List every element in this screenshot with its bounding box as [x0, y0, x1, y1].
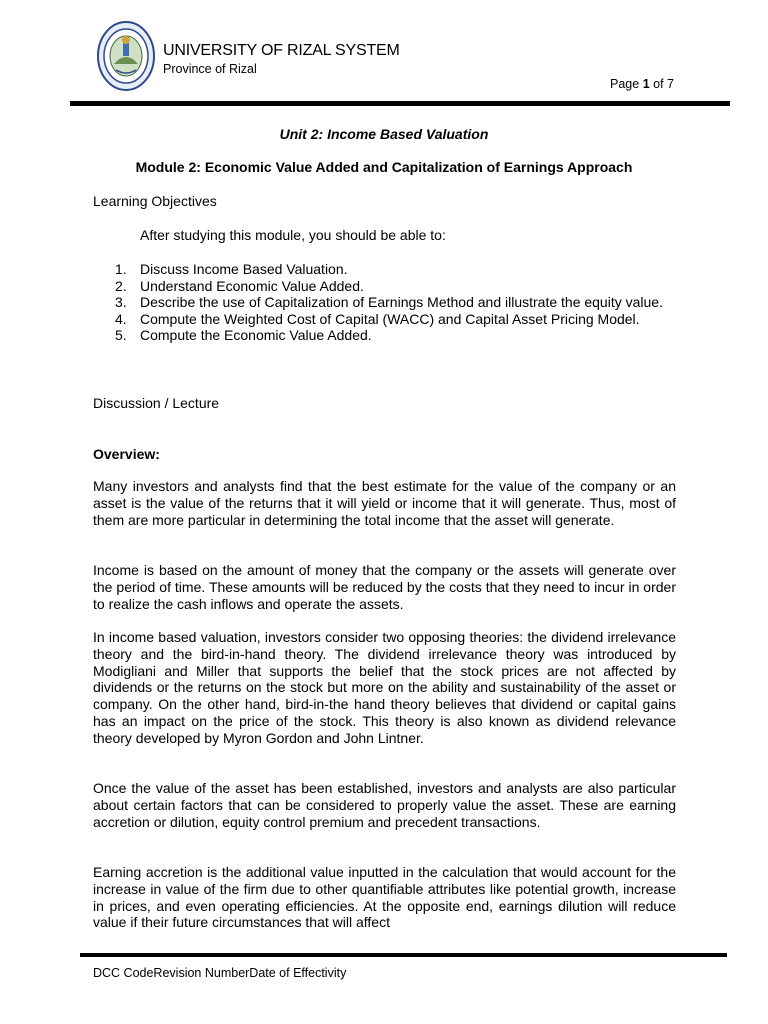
university-name: UNIVERSITY OF RIZAL SYSTEM — [163, 42, 400, 59]
overview-paragraph-3: In income based valuation, investors consider two opposing theories: the dividend irrelevance theory and the bird-in-hand theory. The dividend irrelevance theory was introduced by Modigliani and Miller that supports the belief that the stock prices are not affected by dividends or the returns on the stock but more on the ability and sustainability of the asset or company. On the other hand, bird-in-the hand theory believes that dividend or capital gains has an impact on the price of the stock. This theory is also known as dividend relevance theory developed by Myron Gordon and John Lintner. — [93, 629, 676, 746]
overview-paragraph-5: Earning accretion is the additional value inputted in the calculation that would account for the increase in value of the firm due to other quantifiable attributes like potential growth, increase in prices, and even operating efficiencies. At the opposite end, earnings dilution will reduce value if their future circumstances that will affect — [93, 864, 676, 931]
list-item-number: 1. — [115, 261, 127, 277]
list-item-text: Describe the use of Capitalization of Earnings Method and illustrate the equity value. — [140, 294, 663, 311]
list-item — [93, 261, 676, 278]
objectives-intro: After studying this module, you should be able to: — [140, 227, 446, 243]
header-divider — [70, 101, 730, 106]
overview-paragraph-4: Once the value of the asset has been established, investors and analysts are also particular about certain factors that can be considered to properly value the asset. These are earning accretion or dilution, equity control premium and precedent transactions. — [93, 780, 676, 830]
list-item-text: Compute the Weighted Cost of Capital (WACC) and Capital Asset Pricing Model. — [140, 310, 640, 327]
overview-heading: Overview: — [93, 446, 160, 462]
module-title — [0, 159, 768, 175]
footer-text: DCC CodeRevision NumberDate of Effectivity — [93, 966, 347, 980]
page-number — [610, 77, 674, 91]
module-subtitle: : Economic Value Added and Capitalization of Earnings Approach — [196, 159, 633, 175]
discussion-heading: Discussion / Lecture — [93, 395, 220, 411]
list-item-text: Understand Economic Value Added. — [140, 277, 364, 294]
list-item — [93, 327, 676, 344]
list-item-number: 2. — [115, 277, 127, 294]
module-label: Module 2 — [135, 159, 197, 175]
list-item-number: 5. — [115, 327, 127, 344]
page-prefix: Page — [610, 77, 640, 91]
university-seal-logo — [96, 20, 156, 92]
list-item-number: 4. — [115, 310, 127, 327]
overview-paragraph-1: Many investors and analysts find that the best estimate for the value of the company or an asset is the value of the returns that it will yield or income that it will generate. Thus, most of them are more particular in determining the total income that the asset will generate. — [93, 478, 676, 528]
list-item-number: 3. — [115, 294, 127, 311]
objectives-list — [93, 261, 676, 344]
list-item — [93, 294, 676, 311]
page-total: of 7 — [653, 77, 674, 91]
page-current: 1 — [642, 77, 650, 91]
overview-paragraph-2: Income is based on the amount of money that the company or the assets will generate over the period of time. These amounts will be reduced by the costs that they need to incur in order to realize the cash inflows and operate the assets. — [93, 562, 676, 612]
province-name: Province of Rizal — [163, 62, 257, 76]
list-item — [93, 311, 676, 328]
footer-divider — [80, 953, 727, 957]
list-item-text: Discuss Income Based Valuation. — [140, 261, 348, 277]
unit-title: Unit 2: Income Based Valuation — [279, 126, 489, 142]
list-item — [93, 278, 676, 295]
learning-objectives-heading: Learning Objectives — [93, 193, 217, 209]
list-item-text: Compute the Economic Value Added. — [140, 327, 372, 344]
